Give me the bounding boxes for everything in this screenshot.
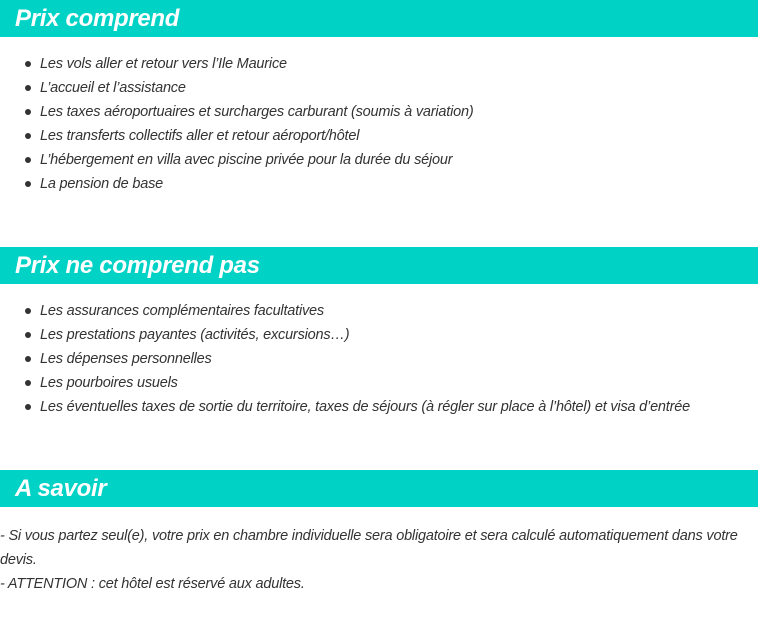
bullet-icon: [25, 332, 31, 338]
bullet-icon: [25, 356, 31, 362]
bullet-icon: [25, 133, 31, 139]
list-item: L’hébergement en villa avec piscine privée pour la durée du séjour: [0, 148, 474, 172]
bullet-icon: [25, 308, 31, 314]
bullet-icon: [25, 181, 31, 187]
note-line: - Si vous partez seul(e), votre prix en chambre individuelle sera obligatoire et sera calculé automatiquement dans votre devis.: [0, 528, 738, 568]
included-header: [0, 0, 758, 37]
notes-text: [0, 524, 756, 596]
bullet-icon: [25, 380, 31, 386]
list-item: Les prestations payantes (activités, excursions…): [0, 323, 690, 347]
excluded-header: [0, 247, 758, 284]
list-item: Les dépenses personnelles: [0, 347, 690, 371]
bullet-icon: [25, 61, 31, 67]
list-item: Les assurances complémentaires facultatives: [0, 299, 690, 323]
list-item: Les éventuelles taxes de sortie du territoire, taxes de séjours (à régler sur place à l’hôtel) et visa d’entrée: [0, 395, 690, 419]
included-title: Prix comprend: [15, 5, 180, 32]
bullet-icon: [25, 404, 31, 410]
list-item: L’accueil et l’assistance: [0, 76, 474, 100]
notes-header: [0, 470, 758, 507]
list-item: Les transferts collectifs aller et retour aéroport/hôtel: [0, 124, 474, 148]
bullet-icon: [25, 85, 31, 91]
bullet-icon: [25, 109, 31, 115]
excluded-title: Prix ne comprend pas: [15, 252, 260, 279]
list-item: Les taxes aéroportuaires et surcharges carburant (soumis à variation): [0, 100, 474, 124]
notes-title: A savoir: [15, 475, 107, 502]
list-item: Les pourboires usuels: [0, 371, 690, 395]
excluded-list: [0, 299, 690, 419]
note-line: - ATTENTION : cet hôtel est réservé aux adultes.: [0, 576, 305, 592]
list-item: Les vols aller et retour vers l’Ile Maurice: [0, 52, 474, 76]
included-list: [0, 52, 474, 196]
bullet-icon: [25, 157, 31, 163]
list-item: La pension de base: [0, 172, 474, 196]
